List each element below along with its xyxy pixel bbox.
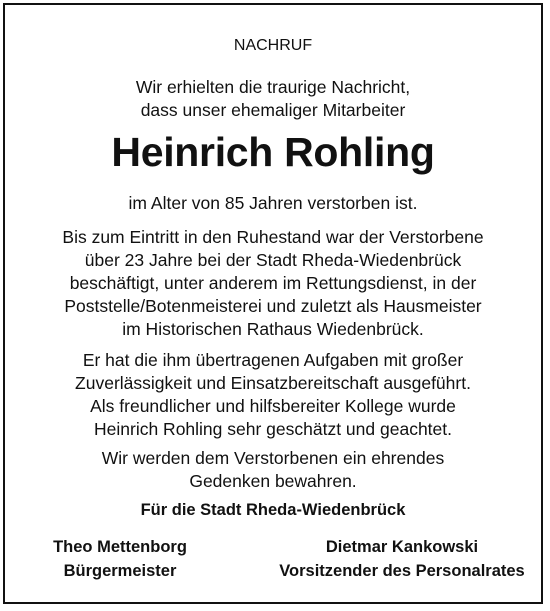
paragraph-line: Er hat die ihm übertragenen Aufgaben mit großer <box>82 350 464 370</box>
paragraph-line: Poststelle/Botenmeisterei und zuletzt als Hausmeister <box>64 296 482 316</box>
notice-heading: NACHRUF <box>233 37 313 54</box>
signatory-name: Dietmar Kankowski <box>325 538 479 556</box>
paragraph-line: beschäftigt, unter anderem im Rettungsdienst, in der <box>69 273 477 293</box>
signatory-name: Theo Mettenborg <box>53 538 187 556</box>
signatory-title: Bürgermeister <box>63 562 177 580</box>
obituary-notice <box>3 3 543 604</box>
paragraph-line: Wir werden dem Verstorbenen ein ehrendes <box>101 448 445 468</box>
signatory-block <box>5 535 235 583</box>
signatory-title: Vorsitzender des Personalrates <box>279 562 525 580</box>
paragraph-line: Gedenken bewahren. <box>189 471 357 491</box>
paragraph-line: Als freundlicher und hilfsbereiter Kollege wurde <box>90 396 456 416</box>
intro-line: Wir erhielten die traurige Nachricht, <box>135 77 411 97</box>
intro-line: dass unser ehemaliger Mitarbeiter <box>140 100 406 120</box>
paragraph-line: Heinrich Rohling sehr geschätzt und geachtet. <box>94 419 452 439</box>
organization-line: Für die Stadt Rheda-Wiedenbrück <box>140 501 406 519</box>
paragraph-line: Bis zum Eintritt in den Ruhestand war der Verstorbene <box>62 227 484 247</box>
paragraph-line: im Historischen Rathaus Wiedenbrück. <box>122 319 424 339</box>
paragraph-line: über 23 Jahre bei der Stadt Rheda-Wiedenbrück <box>84 250 462 270</box>
signatory-block <box>257 535 547 583</box>
paragraph-line: Zuverlässigkeit und Einsatzbereitschaft ausgeführt. <box>75 373 471 393</box>
deceased-name: Heinrich Rohling <box>111 129 435 175</box>
age-line: im Alter von 85 Jahren verstorben ist. <box>128 193 418 213</box>
